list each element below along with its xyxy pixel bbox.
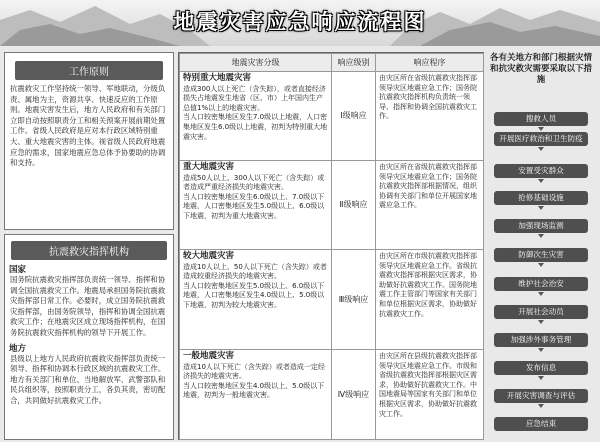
table-row [180, 72, 484, 161]
flow-arrow [538, 127, 544, 131]
step-repair: 抢修基础设施 [494, 191, 588, 205]
step-secondary-disaster: 防御次生灾害 [494, 248, 588, 262]
response-level: Ⅲ级响应 [332, 250, 376, 350]
step-search-rescue: 搜救人员 [494, 112, 588, 126]
flow-arrow [538, 404, 544, 408]
flow-arrow [538, 320, 544, 324]
response-level: Ⅱ级响应 [332, 161, 376, 250]
step-resettle: 安置受灾群众 [494, 164, 588, 178]
principles-heading: 工作原则 [15, 61, 163, 80]
disaster-desc: 造成300人以上死亡（含失踪），或者直接经济损失占地震发生地省（区、市）上年国内生产总值1%以上的地震灾害。 当人口较密集地区发生7.0级以上地震，人口密集地区发生6.0级以上地震，初判为特别重大地震灾害。 [183, 84, 328, 141]
flow-arrow [538, 292, 544, 296]
measures-heading: 各有关地方和部门根据灾情和抗灾救灾需要采取以下措施 [486, 52, 596, 109]
response-procedure: 由灾区所在省级抗震救灾指挥部领导灾区地震应急工作；国务院抗震救灾指挥部根据情况，组织协调有关部门和单位开展国家地震应急工作。 [376, 161, 484, 250]
command-box [4, 234, 174, 440]
disaster-desc: 造成10人以下死亡（含失踪）或者造成一定经济损失的地震灾害。 当人口较密集地区发生4.0级以上、5.0级以下地震，初判为一般地震灾害。 [183, 362, 325, 400]
flow-arrow [538, 263, 544, 267]
local-text: 县级以上地方人民政府抗震救灾指挥部负责统一领导、指挥和协调本行政区域的抗震救灾工作。地方有关部门和单位、当地解放军、武警部队和民兵组织等，按照职责分工，各负其责，密切配合，共同做好抗震救灾工作。 [10, 353, 166, 405]
measures-column [486, 52, 596, 438]
table-header-row [180, 54, 484, 72]
step-monitoring: 加强现场监测 [494, 219, 588, 233]
response-procedure: 由灾区所在市级抗震救灾指挥部领导灾区地震应急工作。省级抗震救灾指挥部根据灾区需求，协助做好抗震救灾工作。国务院地震工作主管部门等国家有关部门和单位根据灾区需求，协助做好抗震救灾工作。 [376, 250, 484, 350]
flow-arrow [538, 147, 544, 151]
page-title: 地震灾害应急响应流程图 [173, 9, 427, 34]
flow-arrow [538, 234, 544, 238]
step-security: 维护社会治安 [494, 277, 588, 291]
disaster-name: 较大地震灾害 [183, 251, 235, 261]
response-procedure: 由灾区所在县级抗震救灾指挥部领导灾区地震应急工作。市级和省级抗震救灾指挥部根据灾区需求，协助做好抗震救灾工作。中国地震局等国家有关部门和单位根据灾区需求，协助做好抗震救灾工作。 [376, 350, 484, 440]
header-banner [0, 0, 600, 46]
step-mobilization: 开展社会动员 [494, 305, 588, 319]
disaster-name: 重大地震灾害 [183, 162, 235, 172]
response-table [179, 53, 484, 440]
step-medical: 开展医疗救治和卫生防疫 [494, 132, 588, 146]
response-level: Ⅳ级响应 [332, 350, 376, 440]
disaster-name: 一般地震灾害 [183, 351, 235, 361]
national-text: 国务院抗震救灾指挥部负责统一领导、指挥和协调全国抗震救灾工作。地震局承担国务院抗震救灾指挥部日常工作。必要时，成立国务院抗震救灾指挥部，由国务院领导，指挥和协调全国抗震救灾工作；在地震灾区成立现场指挥机构，在国务院抗震救灾指挥机构的领导下开展工作。 [10, 275, 166, 337]
flow-arrow [538, 179, 544, 183]
response-procedure: 由灾区所在省级抗震救灾指挥部领导灾区地震应急工作；国务院抗震救灾指挥机构负责统一领导、指挥和协调全国抗震救灾工作。 [376, 72, 484, 161]
table-row [180, 350, 484, 440]
flow-arrow [538, 348, 544, 352]
col-header-classification: 地震灾害分级 [180, 54, 332, 72]
principles-text: 抗震救灾工作坚持统一领导、军地联动，分级负责、属地为主，资源共享、快速反应的工作原则。地震灾害发生后，地方人民政府和有关部门立即自动按照职责分工和相关预案开展前期处置工作。省级人民政府是应对本行政区域特别重大、重大地震灾害的主体。视省级人民政府地震应急的需求，国家地震应急总体予协要助的协调和支持。 [10, 84, 166, 168]
step-foreign-affairs: 加强涉外事务管理 [494, 333, 588, 347]
flow-arrow [538, 206, 544, 210]
response-table-panel [178, 52, 484, 440]
table-row [180, 250, 484, 350]
step-release-info: 发布信息 [494, 361, 588, 375]
national-tag: 国家 [9, 265, 27, 275]
left-column [4, 52, 174, 438]
disaster-desc: 造成50人以上、300人以下死亡（含失踪）或者造成严重经济损失的地震灾害。 当人口较密集地区发生6.0级以上、7.0级以下地震，人口密集地区发生5.0级以上、6.0级以下地震，初判为重大地震灾害。 [183, 173, 325, 220]
col-header-level: 响应级别 [332, 54, 376, 72]
disaster-name: 特别重大地震灾害 [183, 73, 252, 83]
flow-arrow [538, 376, 544, 380]
command-heading: 抗震救灾指挥机构 [11, 241, 167, 260]
step-end: 应急结束 [494, 417, 588, 431]
table-row [180, 161, 484, 250]
disaster-desc: 造成10人以上、50人以下死亡（含失踪）或者造成较重经济损失的地震灾害。 当人口较密集地区发生5.0级以上、6.0级以下地震，人口密集地区发生4.0级以上、5.0级以下地震，初判为较大地震灾害。 [183, 262, 327, 309]
step-assessment: 开展灾害调查与评估 [494, 389, 588, 403]
principles-box [4, 52, 174, 230]
response-level: Ⅰ级响应 [332, 72, 376, 161]
local-tag: 地方 [9, 343, 27, 354]
col-header-procedure: 响应程序 [376, 54, 484, 72]
